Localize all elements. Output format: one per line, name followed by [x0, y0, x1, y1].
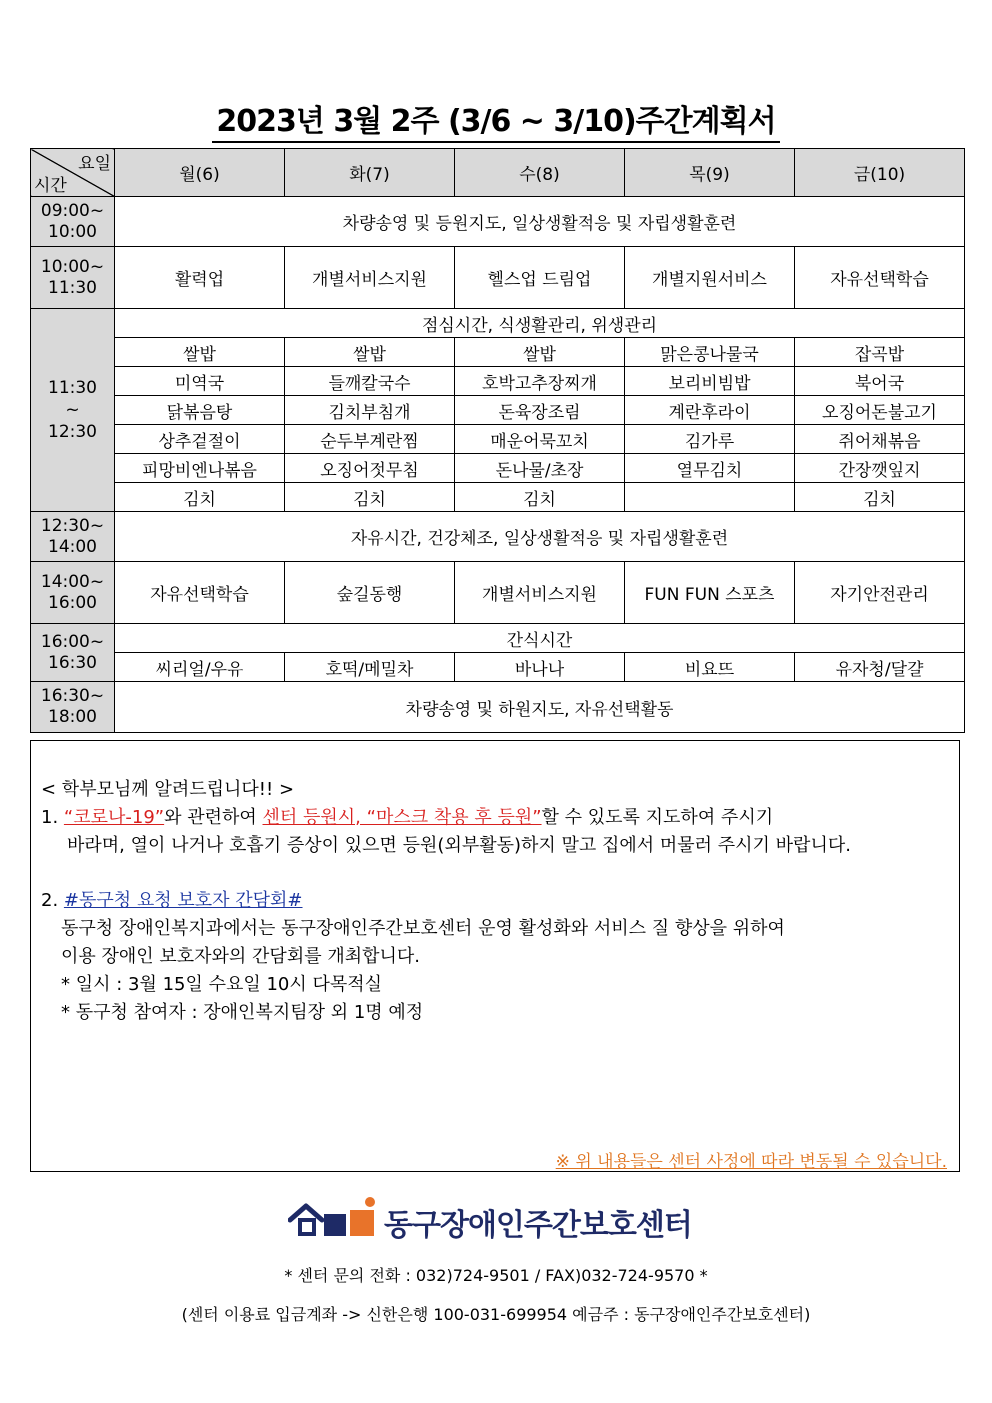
menu-cell: 계란후라이 [625, 396, 795, 425]
menu-cell: 매운어묵꼬치 [455, 425, 625, 454]
mask-highlight: 센터 등원시, “마스크 착용 후 등원” [262, 807, 542, 828]
notice-heading: < 학부모님께 알려드립니다!! > [41, 779, 295, 800]
page-title: 2023년 3월 2주 (3/6 ~ 3/10)주간계획서 [0, 96, 992, 140]
corner-cell [31, 149, 115, 197]
table-row [31, 512, 965, 562]
menu-cell: 돈나물/초장 [455, 454, 625, 483]
menu-cell: 북어국 [795, 367, 965, 396]
activity-cell: 자유선택학습 [795, 247, 965, 309]
time-cell: 14:00~ 16:00 [31, 562, 115, 624]
menu-row [31, 396, 965, 425]
snack-header: 간식시간 [115, 624, 965, 653]
meeting-date: * 일시 : 3월 15일 수요일 10시 다목적실 [61, 974, 383, 995]
menu-row [31, 425, 965, 454]
table-row [31, 197, 965, 247]
activity-cell: 숲길동행 [285, 562, 455, 624]
day-header-tue: 화(7) [285, 149, 455, 197]
menu-cell: 김치 [115, 483, 285, 512]
activity-cell: 차량송영 및 하원지도, 자유선택활동 [115, 682, 965, 733]
notice-item-2: 2. #동구청 요청 보호자 간담회# [41, 890, 303, 911]
menu-row [31, 338, 965, 367]
weekly-schedule-table [30, 148, 965, 733]
snack-cell: 바나나 [455, 653, 625, 682]
activity-cell: FUN FUN 스포츠 [625, 562, 795, 624]
table-header-row [31, 149, 965, 197]
corner-day-label: 요일 [78, 154, 111, 174]
account-info: (센터 이용료 입금계좌 -> 신한은행 100-031-699954 예금주 : 동구장애인주간보호센터) [181, 1305, 811, 1324]
menu-cell: 미역국 [115, 367, 285, 396]
table-row [31, 682, 965, 733]
snack-header-row [31, 624, 965, 653]
menu-row [31, 483, 965, 512]
menu-cell: 김치 [795, 483, 965, 512]
menu-cell: 닭볶음탕 [115, 396, 285, 425]
activity-cell: 자기안전관리 [795, 562, 965, 624]
day-header-mon: 월(6) [115, 149, 285, 197]
menu-cell: 열무김치 [625, 454, 795, 483]
time-cell: 09:00~ 10:00 [31, 197, 115, 247]
notice-item-1: 1. “코로나-19”와 관련하여 센터 등원시, “마스크 착용 후 등원”할 수 있도록 지도하여 주시기 [41, 807, 774, 828]
activity-cell: 개별서비스지원 [455, 562, 625, 624]
menu-cell [625, 483, 795, 512]
lunch-header-row [31, 309, 965, 338]
menu-cell: 쌀밥 [285, 338, 455, 367]
menu-cell: 김치 [455, 483, 625, 512]
snack-row [31, 653, 965, 682]
menu-cell: 오징어젓무침 [285, 454, 455, 483]
notice-item-1-line2: 바라며, 열이 나거나 호흡기 증상이 있으면 등원(외부활동)하지 말고 집에서 머물러 주시기 바랍니다. [67, 835, 851, 856]
time-cell: 11:30 ~ 12:30 [31, 309, 115, 512]
activity-cell: 자유시간, 건강체조, 일상생활적응 및 자립생활훈련 [115, 512, 965, 562]
table-row [31, 562, 965, 624]
notice-item-2-line1: 동구청 장애인복지과에서는 동구장애인주간보호센터 운영 활성화와 서비스 질 향상을 위하여 [61, 918, 785, 939]
activity-cell: 개별서비스지원 [285, 247, 455, 309]
menu-cell: 호박고추장찌개 [455, 367, 625, 396]
snack-cell: 호떡/메밀차 [285, 653, 455, 682]
meeting-title: #동구청 요청 보호자 간담회# [63, 890, 303, 911]
time-cell: 16:00~ 16:30 [31, 624, 115, 682]
day-header-wed: 수(8) [455, 149, 625, 197]
menu-row [31, 454, 965, 483]
menu-cell: 김치부침개 [285, 396, 455, 425]
menu-cell: 김치 [285, 483, 455, 512]
menu-cell: 보리비빔밥 [625, 367, 795, 396]
menu-cell: 순두부계란찜 [285, 425, 455, 454]
menu-cell: 상추겉절이 [115, 425, 285, 454]
lunch-header: 점심시간, 식생활관리, 위생관리 [115, 309, 965, 338]
menu-cell: 쥐어채볶음 [795, 425, 965, 454]
notice-box [30, 740, 960, 1172]
activity-cell: 헬스업 드림업 [455, 247, 625, 309]
corner-time-label: 시간 [34, 176, 67, 196]
menu-cell: 김가루 [625, 425, 795, 454]
activity-cell: 활력업 [115, 247, 285, 309]
menu-cell: 쌀밥 [455, 338, 625, 367]
meeting-participants: * 동구청 참여자 : 장애인복지팀장 외 1명 예정 [61, 1002, 424, 1023]
activity-cell: 차량송영 및 등원지도, 일상생활적응 및 자립생활훈련 [115, 197, 965, 247]
center-name: 동구장애인주간보호센터 [384, 1208, 692, 1243]
menu-cell: 잡곡밥 [795, 338, 965, 367]
menu-cell: 오징어돈불고기 [795, 396, 965, 425]
snack-cell: 유자청/달걀 [795, 653, 965, 682]
time-cell: 12:30~ 14:00 [31, 512, 115, 562]
table-row [31, 247, 965, 309]
menu-cell: 간장깻잎지 [795, 454, 965, 483]
contact-info: * 센터 문의 전화 : 032)724-9501 / FAX)032-724-9570 * [284, 1266, 708, 1285]
activity-cell: 개별지원서비스 [625, 247, 795, 309]
notice-footnote: ※ 위 내용들은 센터 사정에 따라 변동될 수 있습니다. [555, 1152, 947, 1172]
menu-cell: 쌀밥 [115, 338, 285, 367]
menu-cell: 피망비엔나볶음 [115, 454, 285, 483]
time-cell: 16:30~ 18:00 [31, 682, 115, 733]
notice-item-2-line2: 이용 장애인 보호자와의 간담회를 개최합니다. [61, 946, 420, 967]
covid-highlight: “코로나-19” [63, 807, 165, 828]
menu-cell: 맑은콩나물국 [625, 338, 795, 367]
snack-cell: 비요뜨 [625, 653, 795, 682]
menu-cell: 들깨칼국수 [285, 367, 455, 396]
house-logo-icon [288, 1196, 380, 1242]
day-header-thu: 목(9) [625, 149, 795, 197]
menu-cell: 돈육장조림 [455, 396, 625, 425]
time-cell: 10:00~ 11:30 [31, 247, 115, 309]
activity-cell: 자유선택학습 [115, 562, 285, 624]
day-header-fri: 금(10) [795, 149, 965, 197]
menu-row [31, 367, 965, 396]
snack-cell: 씨리얼/우유 [115, 653, 285, 682]
